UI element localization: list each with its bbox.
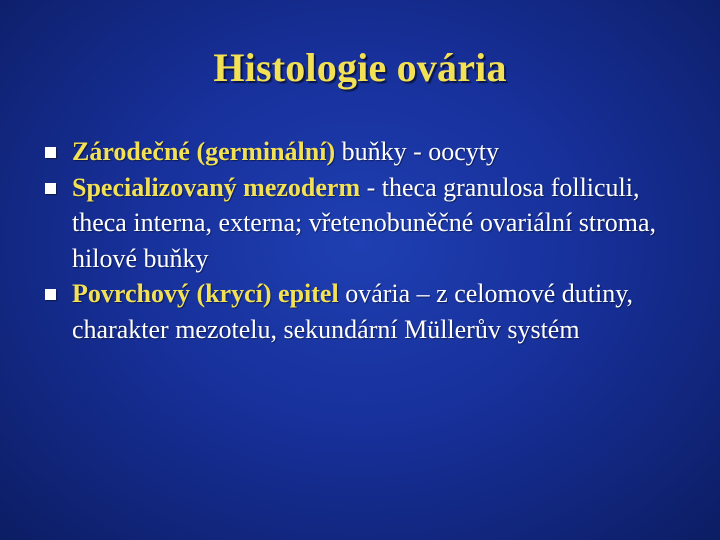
slide-title: Histologie ovária: [213, 45, 507, 90]
bullet-emphasis: Specializovaný mezoderm: [72, 172, 361, 202]
bullet-text: buňky - oocyty: [335, 137, 500, 166]
square-bullet-icon: [45, 183, 56, 194]
bullet-emphasis: Zárodečné (germinální): [72, 137, 336, 166]
square-bullet-icon: [45, 289, 56, 300]
bullet-emphasis: Povrchový (krycí) epitel: [72, 279, 339, 308]
bullet-item-mesoderm: [42, 170, 692, 277]
square-bullet-icon: [45, 147, 56, 158]
bullet-item-germinal-cells: [42, 134, 692, 170]
bullet-text: ovária – z celomové dutiny, charakter mezotelu, sekundární Müllerův systém: [72, 279, 634, 344]
bullet-text: - theca granulosa folliculi, theca interna, externa; vřetenobuněčné ovariální stroma, hilové buňky: [72, 172, 657, 273]
bullet-item-epithelium: [42, 276, 692, 347]
bullet-list: [42, 134, 692, 347]
